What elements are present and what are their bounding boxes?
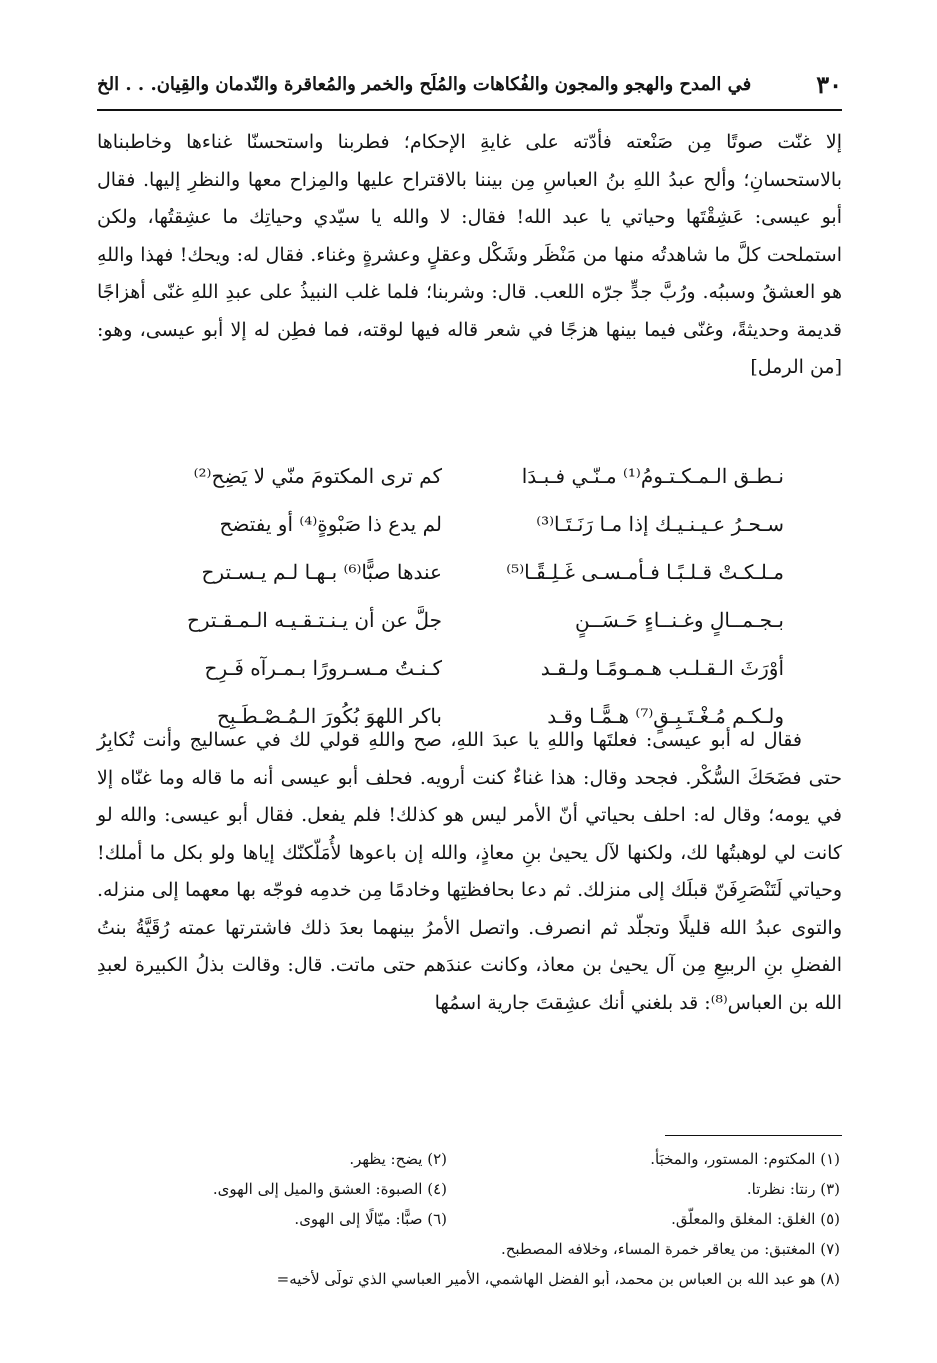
footnote-row — [97, 1176, 842, 1206]
poem-verse — [97, 552, 842, 600]
footnote-3: (٣) رنتا: نظرتا. — [746, 1180, 840, 1198]
verse-first-hemistich: مـلـكـتْ قـلـبًـا فـأمـسـى غَـلِـقًـا⁽⁵⁾ — [506, 560, 784, 584]
footnotes — [97, 1146, 842, 1296]
verse-first-hemistich: أوْرَثَ الـقـلـب هـمـومًـا ولـقـد — [540, 656, 784, 680]
footnote-row — [97, 1146, 842, 1176]
footnote-rule — [665, 1135, 842, 1136]
body-paragraph-1 — [97, 124, 842, 387]
poem-verse — [97, 456, 842, 504]
body-paragraph-2: فقال له أبو عيسى: فعلتَها واللهِ يا عبدَ اللهِ، صح واللهِ قولي لك في عساليج وأنت تُكابِرُ حتى فضَحَكَ السُّكْر. فجحد وقال: هذا غناءٌ كنت أرويه. فحلف أبو عيسى أنه ما قاله وما غنّاه إلا في يومه؛ وقال له: احلف بحياتي أنّ الأمر ليس هو كذلك! فلم يفعل. فقال أبو عيسى: والله لو كانت لي لوهبتُها لك، ولكنها لآل يحيىٰ بنِ معاذٍ، والله إن باعوها لأُمَلّكنّك إياها ولو بكل ما أملك! وحياتي لَتَنْصَرِفَنّ قبلَك إلى منزلك. ثم دعا بحافظتِها وخادمًا مِن خدمِه فوجّه بها معهما إلى منزله. والتوى عبدُ الله قليلًا وتجلّد ثم انصرف. واتصل الأمرُ بينهما بعدَ ذلك فاشترتها عمته رُقَيَّةُ بنتُ الفضلِ بنِ الربيعِ مِن آل يحيىٰ بن معاذ، وكانت عندَهم حتى ماتت. قال: وقالت بذلُ الكبيرة لعبدِ الله بن العباس⁽⁸⁾: قد بلغني أنك عشِقتَ جارية اسمُها — [97, 729, 842, 1014]
verse-second-hemistich: كـنـتُ مـسـرورًا بـمـرآه فَـرِح — [204, 656, 442, 680]
footnote-6: (٦) صبًّا: ميّالًا إلى الهوى. — [294, 1210, 447, 1228]
verse-second-hemistich: لم يدع ذا صَبْوةٍ⁽⁴⁾ أو يفتضح — [219, 512, 442, 536]
poem-verse — [97, 600, 842, 648]
running-header — [97, 64, 842, 104]
footnote-5: (٥) الغلق: المغلق والمعلّق. — [671, 1210, 840, 1228]
poem — [97, 456, 842, 744]
verse-first-hemistich: نـطـق الـمـكـتـومُ⁽¹⁾ مـنّـي فـبـدَا — [521, 464, 784, 488]
verse-first-hemistich: سـحـرُ عـيـنـيـك إذا مـا رَنَـتَـا⁽³⁾ — [536, 512, 784, 536]
verse-second-hemistich: باكر اللهوَ بُكُورَ الـمُـصْـطَـبِح — [216, 704, 442, 728]
poem-verse — [97, 504, 842, 552]
page-number: ٣٠ — [816, 69, 842, 99]
poem-verse — [97, 648, 842, 696]
verse-first-hemistich: بـجـمــالٍ وغـنــاءٍ حَـسَــنٍ — [574, 608, 784, 632]
poem-meter-note: [من الرمل] — [750, 356, 842, 378]
footnote-7: (٧) المغتبق: من يعاقر خمرة المساء، وخلافه المصطبح. — [500, 1240, 840, 1258]
footnote-4: (٤) الصبوة: العشق والميل إلى الهوى. — [212, 1180, 447, 1198]
paragraph-1-text: إلا غنّت صوتًا مِن صَنْعته فأدّته على غايةِ الإحكام؛ فطربنا واستحسنّا غناءها وخاطبناها بالاستحسانِ؛ وألح عبدُ اللهِ بنُ العباسِ مِن بيننا بالاقتراح عليها والمِزاح معها والنظرِ إليها. فقال أبو عيسى: عَشِقْتَها وحياتي يا عبد الله! فقال: لا والله يا سيّدي وحياتِك ما عشِقتُها، ولكن استملحت كلَّ ما شاهدتُه منها من مَنْظَر وشَكْل وعقلٍ وعشرةٍ وغناء. فقال له: ويحك! فهذا واللهِ هو العشقُ وسببُه. ورُبَّ جدٍّ جرّه اللعب. قال: وشربنا؛ فلما غلب النبيذُ على عبدِ اللهِ غنّى أهزاجًا قديمة وحديثةً، وغنّى فيما بينها هزجًا في شعر قاله فيها لوقته، فما فطِن له إلا أبو عيسى، وهو: — [97, 131, 842, 341]
footnote-row — [97, 1266, 842, 1296]
header-rule — [97, 109, 842, 111]
verse-second-hemistich: جلَّ عن أن يـنـتـقـيـه الـمـقـترح — [186, 608, 442, 632]
verse-second-hemistich: عندها صبًّا⁽⁶⁾ بـهـا لـم يـسـترح — [201, 560, 442, 584]
footnote-row — [97, 1236, 842, 1266]
running-title: في المدح والهجو والمجون والفُكاهات والمُلَح والخمر والمُعاقرة والنّدمان والقِيان. . . الخ — [97, 73, 752, 95]
footnote-1: (١) المكتوم: المستور، والمخبَأ. — [650, 1150, 840, 1168]
footnote-8: (٨) هو عبد الله بن العباس بن محمد، أبو الفضل الهاشمي، الأمير العباسي الذي تولّى لأخيه= — [276, 1270, 840, 1288]
footnote-2: (٢) يضح: يظهر. — [349, 1150, 447, 1168]
verse-second-hemistich: كم ترى المكتومَ منّي لا يَضِح⁽²⁾ — [193, 464, 442, 488]
footnote-row — [97, 1206, 842, 1236]
verse-first-hemistich: ولـكـم مُـغْـتَـبِـقٍ⁽⁷⁾ هـمًّـا وقـد — [547, 704, 784, 728]
